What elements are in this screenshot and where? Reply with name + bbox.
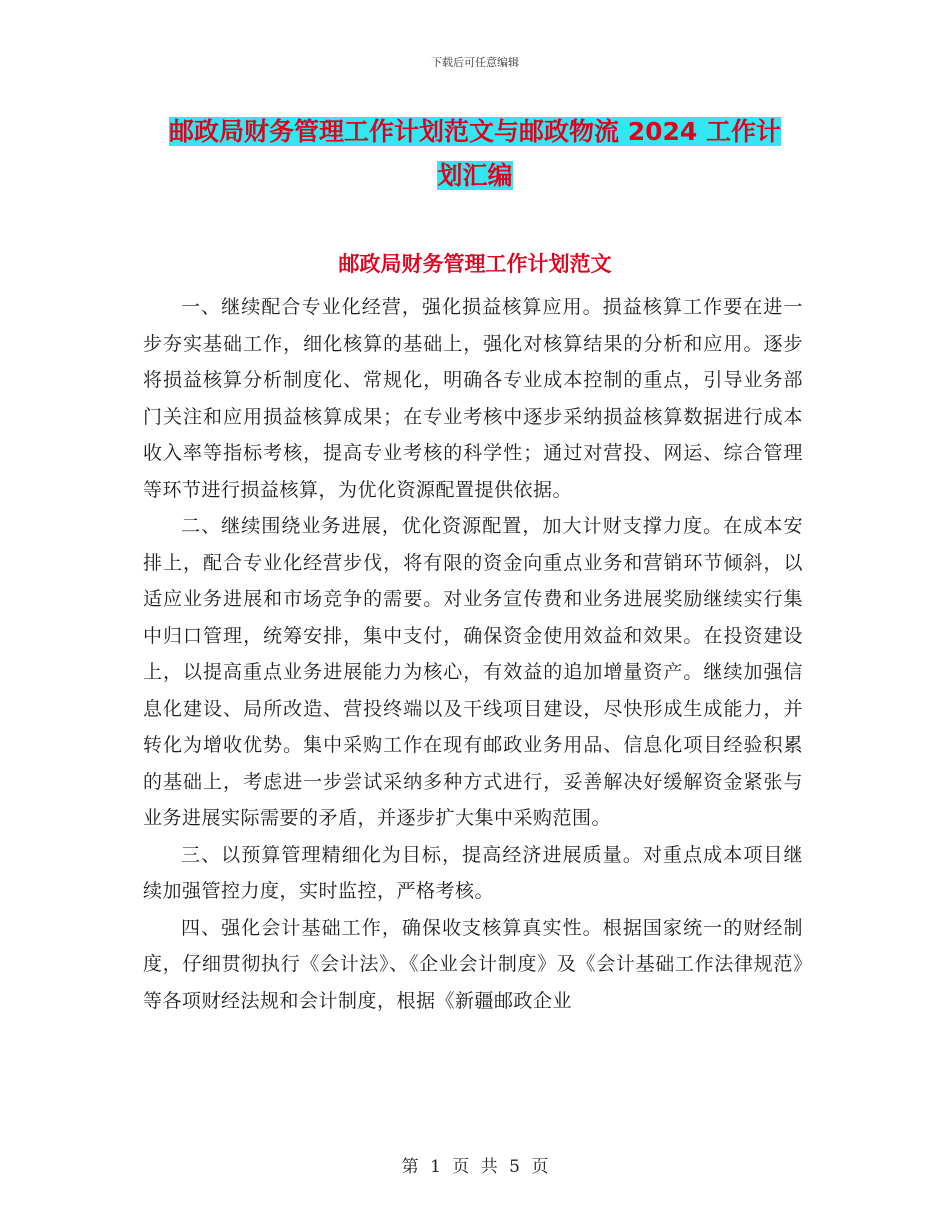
document-title [140, 110, 810, 198]
paragraph-3: 三、以预算管理精细化为目标，提高经济进展质量。对重点成本项目继续加强管控力度，实时监控，严格考核。 [143, 843, 803, 902]
page-footer: 第 1 页 共 5 页 [401, 1157, 549, 1177]
header-note: 下载后可任意编辑 [431, 56, 519, 69]
body-text [143, 289, 803, 1019]
document-title-line-2: 划汇编 [437, 161, 513, 190]
section-title: 邮政局财务管理工作计划范文 [338, 252, 612, 276]
paragraph-1: 一、继续配合专业化经营，强化损益核算应用。损益核算工作要在进一步夯实基础工作，细化核算的基础上，强化对核算结果的分析和应用。逐步将损益核算分析制度化、常规化，明确各专业成本控制的重点，引导业务部门关注和应用损益核算成果；在专业考核中逐步采纳损益核算数据进行成本收入率等指标考核，提高专业考核的科学性；通过对营投、网运、综合管理等环节进行损益核算，为优化资源配置提供依据。 [143, 296, 803, 501]
paragraph-2: 二、继续围绕业务进展，优化资源配置，加大计财支撑力度。在成本安排上，配合专业化经营步伐，将有限的资金向重点业务和营销环节倾斜，以适应业务进展和市场竞争的需要。对业务宣传费和业务进展奖励继续实行集中归口管理，统筹安排，集中支付，确保资金使用效益和效果。在投资建设上，以提高重点业务进展能力为核心，有效益的追加增量资产。继续加强信息化建设、局所改造、营投终端以及干线项目建设，尽快形成生成能力，并转化为增收优势。集中采购工作在现有邮政业务用品、信息化项目经验积累的基础上，考虑进一步尝试采纳多种方式进行，妥善解决好缓解资金紧张与业务进展实际需要的矛盾，并逐步扩大集中采购范围。 [143, 515, 803, 829]
document-title-line-1: 邮政局财务管理工作计划范文与邮政物流 2024 工作计 [169, 117, 781, 146]
paragraph-4: 四、强化会计基础工作，确保收支核算真实性。根据国家统一的财经制度，仔细贯彻执行《会计法》、《企业会计制度》及《会计基础工作法律规范》等各项财经法规和会计制度，根据《新疆邮政企业 [143, 916, 803, 1012]
